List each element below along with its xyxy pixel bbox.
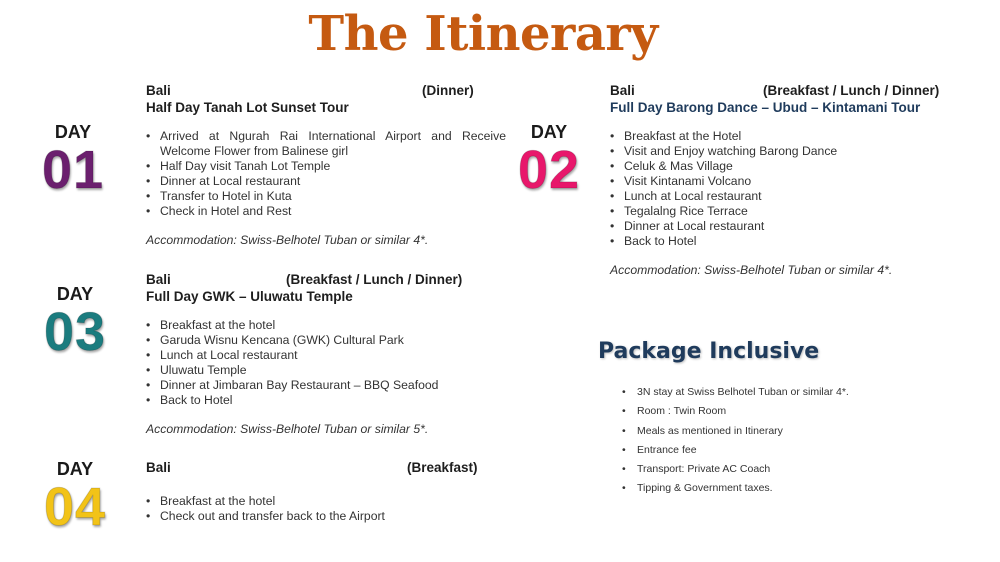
list-item: • Breakfast at the Hotel	[610, 129, 960, 144]
day-04-details	[146, 460, 506, 524]
tour-title: Full Day Barong Dance – Ubud – Kintamani Tour	[610, 100, 921, 115]
list-item: • Lunch at Local restaurant	[146, 348, 506, 363]
day-header	[610, 83, 960, 100]
day-02-badge	[512, 122, 586, 200]
list-item: • Dinner at Jimbaran Bay Restaurant – BBQ Seafood	[146, 378, 506, 393]
accommodation-note: Accommodation: Swiss-Belhotel Tuban or similar 4*.	[610, 263, 893, 277]
day-02-details	[610, 83, 960, 277]
list-item: • Dinner at Local restaurant	[610, 219, 960, 234]
package-item: • Room : Twin Room	[622, 402, 849, 421]
activity-list	[610, 129, 960, 249]
list-item: • Visit Kintanami Volcano	[610, 174, 960, 189]
list-item: • Transfer to Hotel in Kuta	[146, 189, 506, 204]
package-title: Package Inclusive	[598, 339, 820, 364]
day-header	[146, 83, 506, 100]
accommodation-note: Accommodation: Swiss-Belhotel Tuban or similar 4*.	[146, 233, 429, 247]
list-item: • Breakfast at the hotel	[146, 318, 506, 333]
list-item: • Arrived at Ngurah Rai International Airport and Receive Welcome Flower from Balinese girl	[146, 129, 506, 159]
list-item: • Check in Hotel and Rest	[146, 204, 506, 219]
accommodation-note: Accommodation: Swiss-Belhotel Tuban or similar 5*.	[146, 422, 429, 436]
day-number: 03	[43, 302, 107, 362]
activity-list	[146, 129, 506, 219]
day-label: DAY	[54, 122, 92, 142]
package-item: • 3N stay at Swiss Belhotel Tuban or similar 4*.	[622, 383, 849, 402]
day-meals: (Dinner)	[422, 83, 474, 98]
list-item: • Uluwatu Temple	[146, 363, 506, 378]
day-meals: (Breakfast / Lunch / Dinner)	[286, 272, 463, 287]
package-item: • Meals as mentioned in Itinerary	[622, 422, 849, 441]
day-header	[146, 272, 506, 289]
list-item: • Visit and Enjoy watching Barong Dance	[610, 144, 960, 159]
day-number: 04	[43, 477, 107, 537]
day-number: 02	[517, 140, 581, 200]
day-01-details	[146, 83, 506, 247]
package-item: • Tipping & Government taxes.	[622, 479, 849, 498]
day-01-badge	[38, 122, 108, 200]
day-location: Bali	[146, 83, 171, 98]
package-list	[622, 383, 849, 499]
day-03-details	[146, 272, 506, 436]
list-item: • Half Day visit Tanah Lot Temple	[146, 159, 506, 174]
day-label: DAY	[530, 122, 568, 142]
list-item: • Back to Hotel	[146, 393, 506, 408]
day-label: DAY	[56, 284, 94, 304]
list-item: • Back to Hotel	[610, 234, 960, 249]
tour-title: Half Day Tanah Lot Sunset Tour	[146, 100, 349, 115]
list-item: • Celuk & Mas Village	[610, 159, 960, 174]
tour-title: Full Day GWK – Uluwatu Temple	[146, 289, 353, 304]
day-meals: (Breakfast / Lunch / Dinner)	[763, 83, 940, 98]
list-item: • Garuda Wisnu Kencana (GWK) Cultural Park	[146, 333, 506, 348]
page-title: The Itinerary	[308, 6, 658, 62]
list-item: • Breakfast at the hotel	[146, 494, 506, 509]
day-number: 01	[41, 140, 105, 200]
list-item: • Check out and transfer back to the Airport	[146, 509, 506, 524]
activity-list	[146, 494, 506, 524]
package-item: • Entrance fee	[622, 441, 849, 460]
day-04-badge	[38, 459, 112, 537]
day-03-badge	[38, 284, 112, 362]
day-label: DAY	[56, 459, 94, 479]
day-location: Bali	[146, 272, 171, 287]
list-item: • Tegalalng Rice Terrace	[610, 204, 960, 219]
activity-list	[146, 318, 506, 408]
list-item: • Lunch at Local restaurant	[610, 189, 960, 204]
day-location: Bali	[146, 460, 171, 475]
list-item: • Dinner at Local restaurant	[146, 174, 506, 189]
day-meals: (Breakfast)	[407, 460, 478, 475]
day-location: Bali	[610, 83, 635, 98]
day-header	[146, 460, 506, 477]
package-item: • Transport: Private AC Coach	[622, 460, 849, 479]
